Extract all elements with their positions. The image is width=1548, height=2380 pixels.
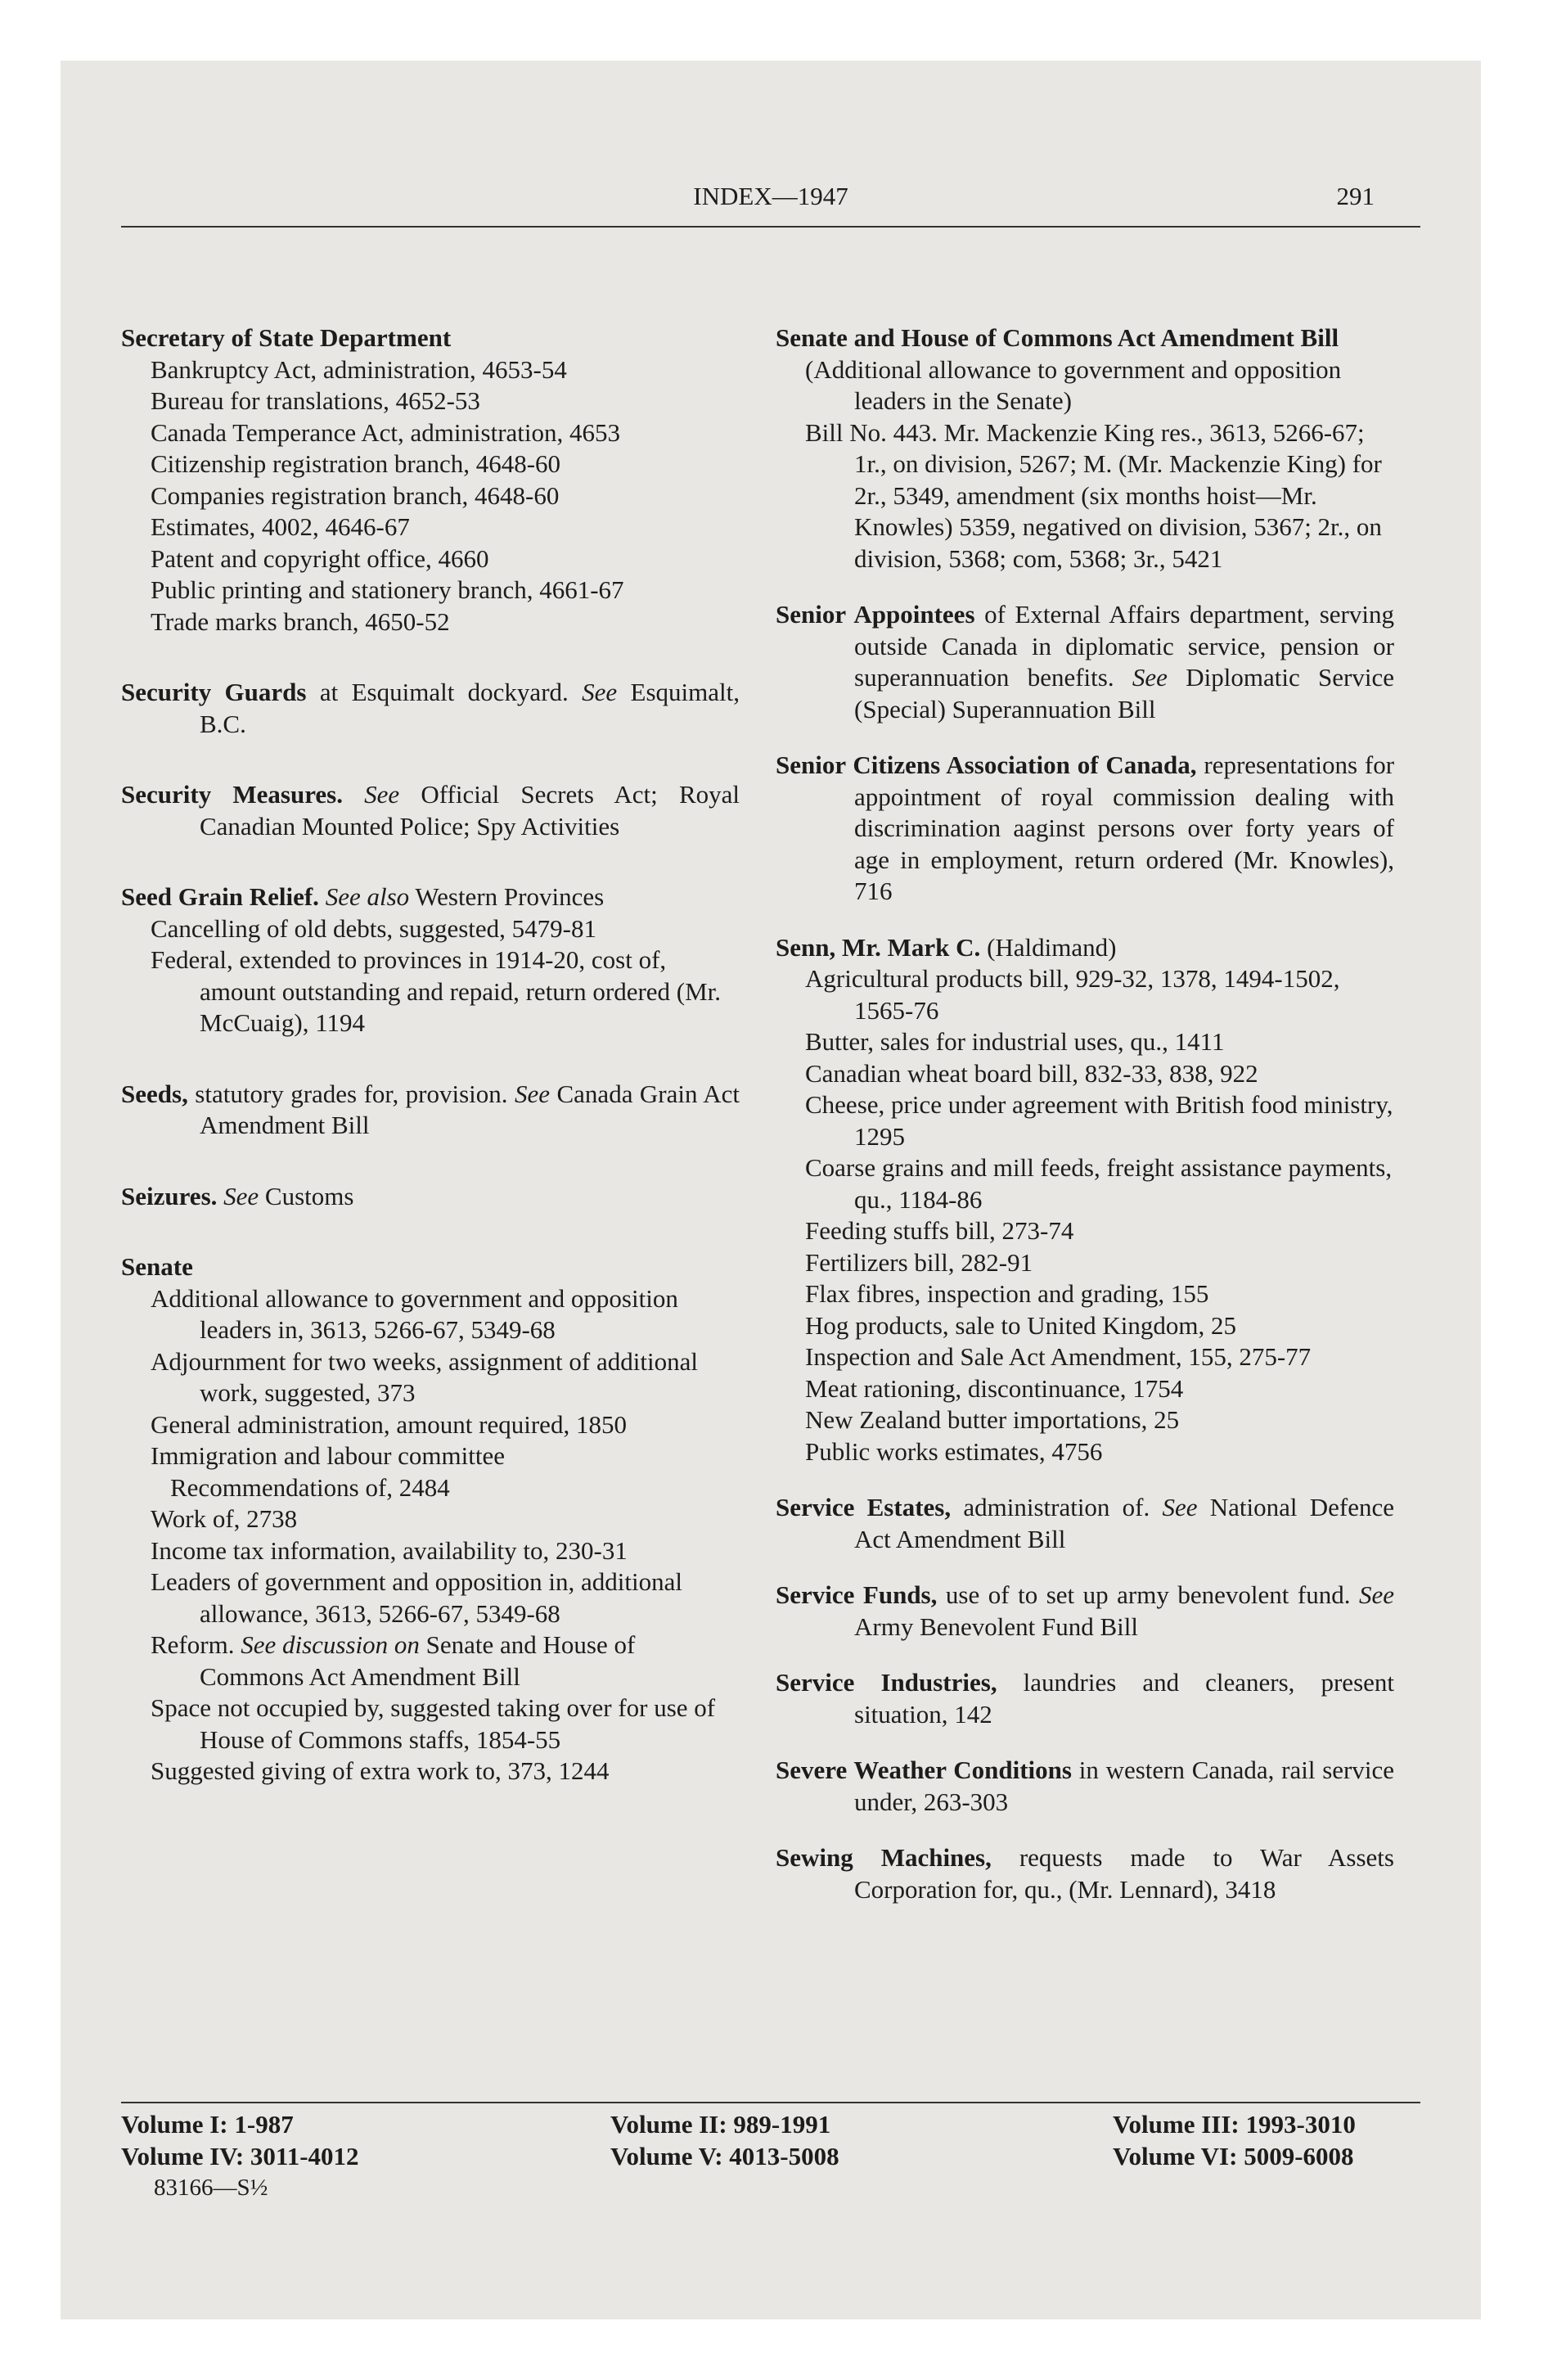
index-subentry: Canada Temperance Act, administration, 4653 [151, 417, 621, 447]
index-subentry: (Additional allowance to government and opposition leaders in the Senate) [805, 354, 1342, 415]
index-subentry: Canadian wheat board bill, 832-33, 838, 922 [805, 1058, 1258, 1088]
index-subentry: Meat rationing, discontinuance, 1754 [805, 1373, 1184, 1403]
volume-range: Volume IV: 3011-4012 [121, 2141, 359, 2170]
index-heading: Senate and House of Commons Act Amendment Bill [776, 323, 1339, 352]
volume-range: Volume I: 1-987 [121, 2110, 294, 2139]
index-heading: Service Funds, use of to set up army benevolent fund. See Army Benevolent Fund Bill [776, 1580, 1395, 1641]
index-subentry: Space not occupied by, suggested taking over for use of House of Commons staffs, 1854-55 [151, 1693, 716, 1754]
index-subentry: New Zealand butter importations, 25 [805, 1405, 1180, 1434]
index-subentry: Feeding stuffs bill, 273-74 [805, 1216, 1074, 1245]
index-heading: Seeds, statutory grades for, provision. See Canada Grain Act Amendment Bill [121, 1079, 740, 1139]
volume-range: Volume III: 1993-3010 [1113, 2110, 1356, 2139]
index-subentry: Butter, sales for industrial uses, qu., 1411 [805, 1027, 1225, 1056]
index-subentry: Public works estimates, 4756 [805, 1436, 1103, 1466]
index-subentry: Bankruptcy Act, administration, 4653-54 [151, 354, 567, 384]
index-subentry: Adjournment for two weeks, assignment of additional work, suggested, 373 [151, 1346, 698, 1407]
header-rule [121, 226, 1420, 228]
index-heading: Secretary of State Department [121, 323, 452, 352]
index-subentry: Bureau for translations, 4652-53 [151, 386, 480, 415]
index-subentry: Bill No. 443. Mr. Mackenzie King res., 3613, 5266-67; 1r., on division, 5267; M. (Mr. Mackenzie King) for 2r., 5349, amendment (six months hoist—Mr. Knowles) 5359, negatived on division, 5367; 2r., on division, 5368; com, 5368; 3r., 5421 [805, 417, 1382, 573]
index-subentry: Recommendations of, 2484 [170, 1472, 450, 1502]
index-heading: Seed Grain Relief. See also Western Provinces [121, 882, 605, 911]
index-heading: Senn, Mr. Mark C. (Haldimand) [776, 932, 1117, 962]
index-subentry: Companies registration branch, 4648-60 [151, 480, 560, 510]
index-heading: Service Estates, administration of. See National Defence Act Amendment Bill [776, 1493, 1395, 1553]
index-heading: Senior Citizens Association of Canada, representations for appointment of royal commission dealing with discrimination aaginst persons over forty years of age in employment, return ordered (Mr. Knowles), 716 [776, 751, 1395, 905]
index-subentry: Cheese, price under agreement with British food ministry, 1295 [805, 1090, 1393, 1151]
index-subentry: Public printing and stationery branch, 4661-67 [151, 575, 624, 604]
index-subentry: Additional allowance to government and opposition leaders in, 3613, 5266-67, 5349-68 [151, 1283, 678, 1344]
index-heading: Security Guards at Esquimalt dockyard. See Esquimalt, B.C. [121, 678, 740, 738]
index-heading: Security Measures. See Official Secrets Act; Royal Canadian Mounted Police; Spy Activities [121, 780, 740, 841]
index-subentry: General administration, amount required, 1850 [151, 1409, 627, 1439]
index-heading: Senior Appointees of External Affairs department, serving outside Canada in diplomatic service, pension or superannuation benefits. See Diplomatic Service (Special) Superannuation Bill [776, 600, 1394, 723]
index-heading: Seizures. See Customs [121, 1181, 354, 1210]
index-subentry: Patent and copyright office, 4660 [151, 543, 489, 573]
index-heading: Severe Weather Conditions in western Canada, rail service under, 263-303 [776, 1756, 1395, 1816]
index-heading: Service Industries, laundries and cleaners, present situation, 142 [776, 1668, 1395, 1729]
volume-footer [121, 2109, 1420, 2204]
index-subentry: Trade marks branch, 4650-52 [151, 606, 450, 636]
index-subentry: Hog products, sale to United Kingdom, 25 [805, 1310, 1236, 1340]
footer-rule [121, 2102, 1420, 2103]
index-subentry: Coarse grains and mill feeds, freight assistance payments, qu., 1184-86 [805, 1153, 1393, 1214]
index-subentry: Immigration and labour committee [151, 1441, 506, 1470]
running-title: INDEX—1947 [693, 182, 848, 210]
index-subentry: Leaders of government and opposition in, additional allowance, 3613, 5266-67, 5349-68 [151, 1567, 682, 1628]
running-header [61, 182, 1481, 223]
left-column [121, 322, 740, 1827]
index-subentry: Fertilizers bill, 282-91 [805, 1247, 1033, 1277]
page-number: 291 [1336, 182, 1375, 210]
index-subentry: Federal, extended to provinces in 1914-20, cost of, amount outstanding and repaid, return ordered (Mr. McCuaig), 1194 [151, 945, 722, 1037]
index-subentry: Suggested giving of extra work to, 373, 1244 [151, 1756, 610, 1785]
index-heading: Sewing Machines, requests made to War Assets Corporation for, qu., (Mr. Lennard), 3418 [776, 1843, 1394, 1904]
index-subentry: Inspection and Sale Act Amendment, 155, 275-77 [805, 1342, 1312, 1371]
index-subentry: Reform. See discussion on Senate and House of Commons Act Amendment Bill [151, 1630, 636, 1691]
right-column [776, 322, 1394, 1930]
volume-range: Volume II: 989-1991 [610, 2110, 831, 2139]
volume-range: Volume V: 4013-5008 [610, 2141, 839, 2170]
printer-code: 83166—S½ [154, 2175, 268, 2201]
index-subentry: Income tax information, availability to, 230-31 [151, 1535, 628, 1565]
index-heading: Senate [121, 1252, 193, 1281]
index-subentry: Work of, 2738 [151, 1504, 298, 1533]
index-subentry: Citizenship registration branch, 4648-60 [151, 449, 561, 478]
volume-range: Volume VI: 5009-6008 [1113, 2141, 1354, 2170]
index-subentry: Estimates, 4002, 4646-67 [151, 512, 410, 541]
index-subentry: Flax fibres, inspection and grading, 155 [805, 1279, 1209, 1308]
page [61, 61, 1481, 2319]
index-subentry: Cancelling of old debts, suggested, 5479-81 [151, 913, 596, 943]
index-subentry: Agricultural products bill, 929-32, 1378, 1494-1502, 1565-76 [805, 964, 1340, 1025]
